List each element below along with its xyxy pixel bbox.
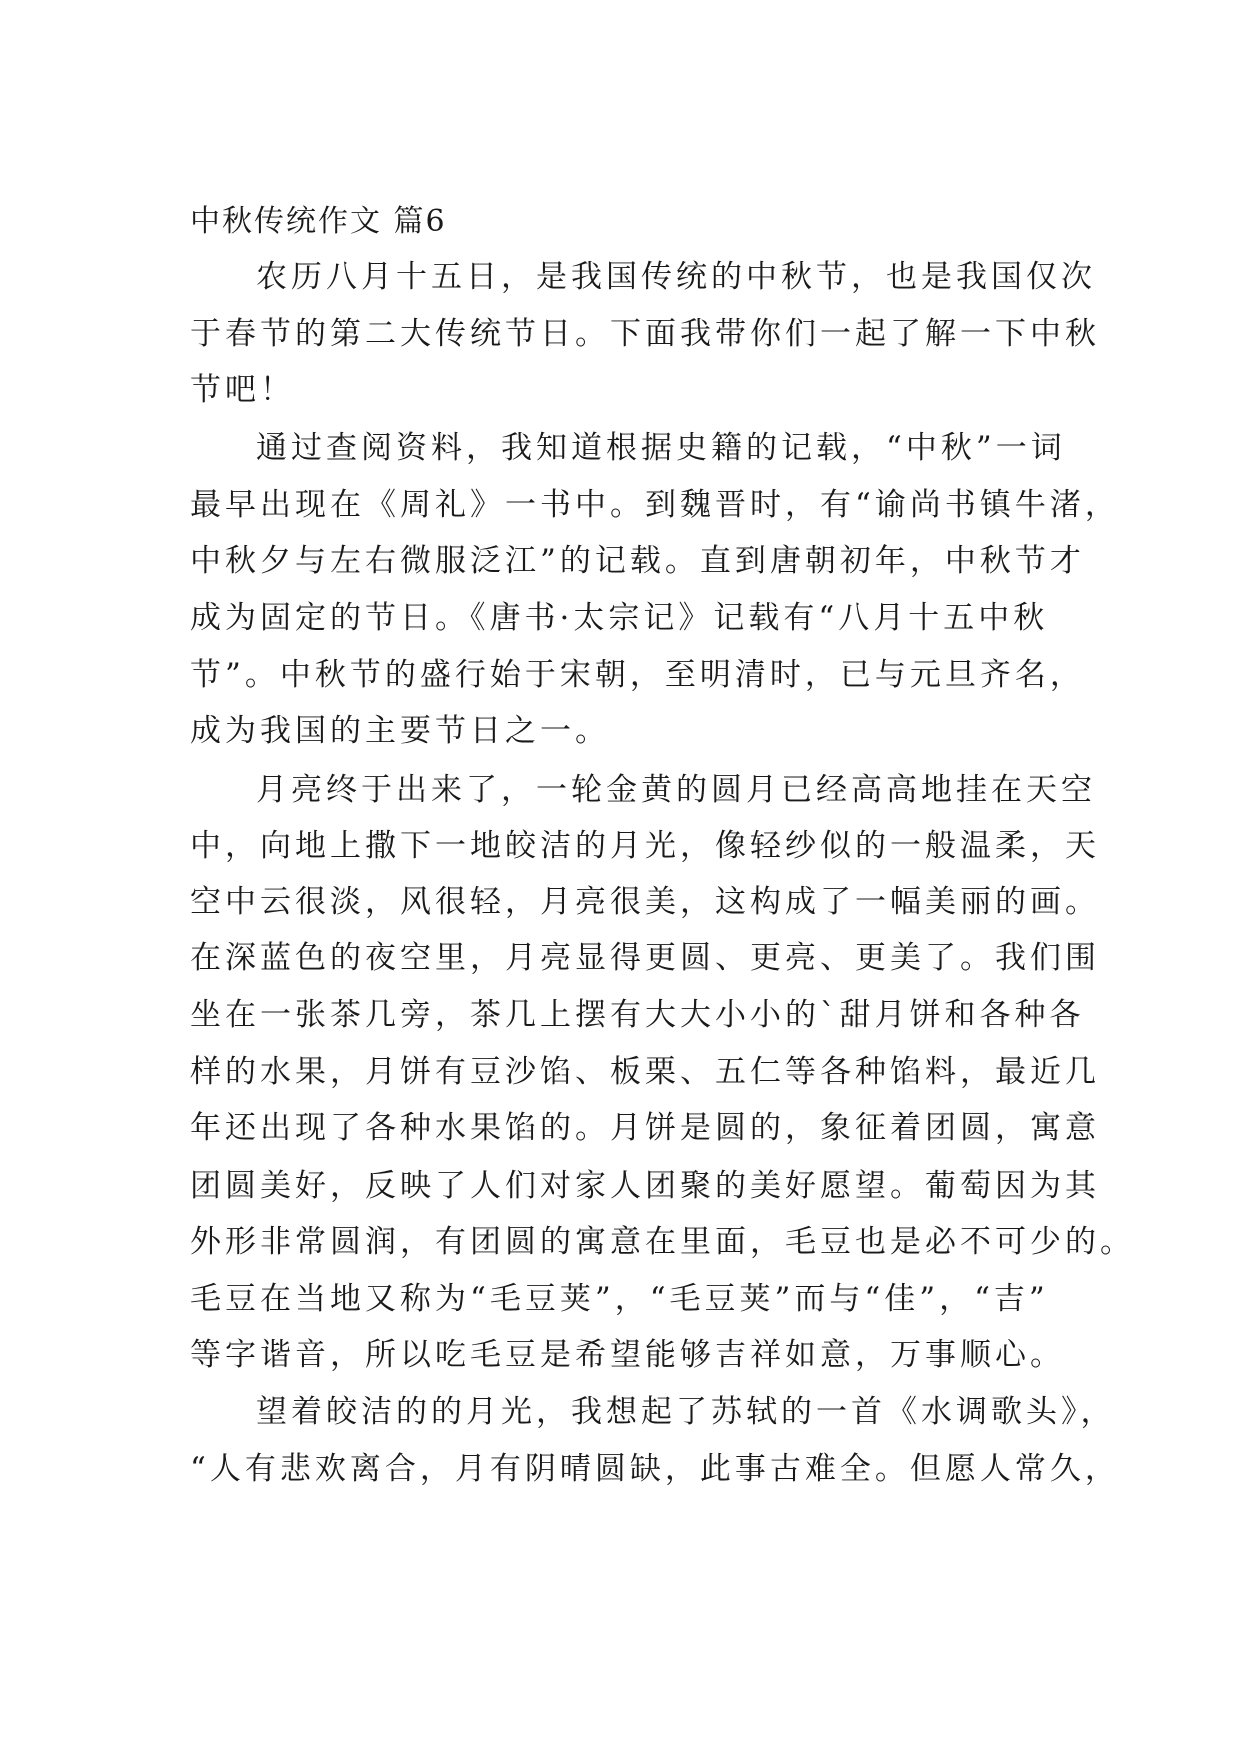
- paragraph-line: 样的水果，月饼有豆沙馅、板栗、五仁等各种馅料，最近几: [190, 1054, 1100, 1090]
- paragraph-line: 望着皎洁的的月光，我想起了苏轼的一首《水调歌头》，: [256, 1394, 1116, 1430]
- paragraph-line: 通过查阅资料，我知道根据史籍的记载，“中秋”一词: [256, 430, 1066, 466]
- paragraph-line: 坐在一张茶几旁，茶几上摆有大大小小的`甜月饼和各种各: [190, 997, 1085, 1033]
- paragraph-line: 等字谐音，所以吃毛豆是希望能够吉祥如意，万事顺心。: [190, 1337, 1065, 1373]
- paragraph-line: 节吧！: [190, 372, 295, 408]
- paragraph-line: 成为我国的主要节日之一。: [190, 713, 610, 749]
- paragraph-line: 农历八月十五日，是我国传统的中秋节，也是我国仅次: [256, 259, 1096, 295]
- paragraph-line: 空中云很淡，风很轻，月亮很美，这构成了一幅美丽的画。: [190, 884, 1100, 920]
- paragraph-line: 年还出现了各种水果馅的。月饼是圆的，象征着团圆，寓意: [190, 1110, 1100, 1146]
- document-title: 中秋传统作文 篇6: [190, 204, 447, 239]
- paragraph-line: 毛豆在当地又称为“毛豆荚”，“毛豆荚”而与“佳”，“吉”: [190, 1281, 1049, 1317]
- paragraph-line: 中，向地上撒下一地皎洁的月光，像轻纱似的一般温柔，天: [190, 828, 1100, 864]
- paragraph-line: 最早出现在《周礼》一书中。到魏晋时，有“谕尚书镇牛渚，: [190, 487, 1120, 523]
- paragraph-line: 外形非常圆润，有团圆的寓意在里面，毛豆也是必不可少的。: [190, 1224, 1135, 1260]
- paragraph-line: 中秋夕与左右微服泛江”的记载。直到唐朝初年，中秋节才: [190, 543, 1085, 579]
- paragraph-line: 在深蓝色的夜空里，月亮显得更圆、更亮、更美了。我们围: [190, 940, 1100, 976]
- paragraph-line: 于春节的第二大传统节日。下面我带你们一起了解一下中秋: [190, 316, 1100, 352]
- paragraph-line: 节”。中秋节的盛行始于宋朝，至明清时，已与元旦齐名，: [190, 657, 1085, 693]
- paragraph-line: 团圆美好，反映了人们对家人团聚的美好愿望。葡萄因为其: [190, 1168, 1100, 1204]
- paragraph-line: 成为固定的节日。《唐书·太宗记》记载有“八月十五中秋: [190, 600, 1049, 636]
- paragraph-line: 月亮终于出来了，一轮金黄的圆月已经高高地挂在天空: [256, 772, 1096, 808]
- paragraph-line: “人有悲欢离合，月有阴晴圆缺，此事古难全。但愿人常久，: [190, 1451, 1120, 1487]
